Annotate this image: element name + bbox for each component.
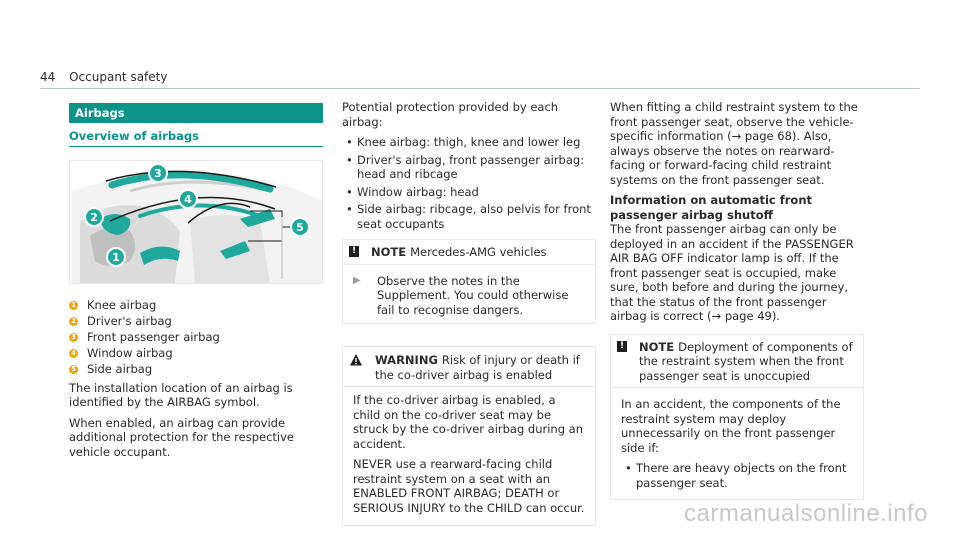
callout-1 [107, 248, 125, 266]
legend-item [69, 298, 323, 314]
note-box-amg [342, 239, 596, 324]
chapter-title: Occupant safety [69, 70, 168, 84]
warning-body [343, 387, 595, 525]
legend-label: Window airbag [87, 346, 173, 361]
note-body [611, 387, 863, 499]
page-header [40, 70, 167, 85]
note-header [343, 240, 595, 264]
note-list [621, 461, 853, 490]
callout-2 [85, 208, 103, 226]
list-item: • There are heavy objects on the front passenger seat. [621, 461, 853, 490]
note-title: NOTE [371, 245, 407, 259]
legend-label: Knee airbag [87, 298, 157, 313]
legend-item [69, 330, 323, 346]
callout-4-label: 4 [184, 192, 192, 206]
protection-paragraph: When enabled, an airbag can provide additional protection for the respective vehicle occupant. [69, 415, 294, 459]
protection-list [342, 135, 596, 231]
legend-label: Front passenger airbag [87, 330, 220, 345]
warning-paragraph: If the co-driver airbag is enabled, a child on the co-driver seat may be struck by the co-driver airbag during an accident. [353, 393, 584, 451]
protection-intro: Potential protection provided by each airbag: [342, 100, 559, 129]
warning-paragraph: NEVER use a rearward-facing child restraint system on a seat with an ENABLED FRONT AIRBAG; DEATH or SERIOUS INJURY to the CHILD can occur. [353, 457, 585, 515]
exclamation-icon: ! [349, 246, 359, 257]
subheading: Overview of airbags [69, 129, 199, 143]
header-divider [40, 88, 920, 89]
legend-number: 4 [69, 349, 78, 358]
exclamation-icon: ! [617, 341, 627, 352]
callout-3-label: 3 [154, 166, 162, 180]
airbag-legend [69, 298, 323, 378]
watermark: carmanualsonline.info [684, 499, 928, 527]
page-number: 44 [40, 70, 56, 84]
callout-2-label: 2 [90, 210, 98, 224]
installation-paragraph: The installation location of an airbag is identified by the AIRBAG symbol. [69, 380, 293, 409]
info-heading: Information on automatic front passenger airbag shutoff [610, 193, 813, 222]
list-item: • Window airbag: head [342, 185, 596, 200]
shutoff-paragraph: The front passenger airbag can only be deployed in an accident if the PASSENGER AIR BAG OFF indicator lamp is off. If the front passenger seat is occupied, make sure, both before and during the journey, that the status of the front passenger airbag is correct (→ page 49). [610, 222, 854, 323]
legend-number: 1 [69, 301, 78, 310]
note-title: NOTE [639, 339, 675, 354]
child-restraint-paragraph: When fitting a child restraint system to the front passenger seat, observe the vehicle-specific information (→ page 68). Also, always observe the notes on rearward-facing or forward-facing child restraint systems on the front passenger seat. [610, 100, 858, 187]
warning-triangle-icon [349, 353, 363, 367]
warning-box [342, 346, 596, 526]
legend-number: 5 [69, 365, 78, 374]
note-box-deployment [610, 334, 864, 501]
column-right [610, 100, 864, 500]
airbag-illustration [69, 160, 323, 284]
note-body [343, 264, 595, 324]
section-title: Airbags [69, 103, 323, 123]
legend-item [69, 346, 323, 362]
list-item: • Knee airbag: thigh, knee and lower leg [342, 135, 596, 150]
warning-subject: Risk of injury or death if the co-driver airbag is enabled [375, 353, 580, 382]
legend-item [69, 362, 323, 378]
note-subject: Mercedes-AMG vehicles [410, 245, 547, 259]
arrow-right-icon: ▶ [353, 274, 361, 286]
warning-header [343, 347, 595, 387]
callout-5-label: 5 [296, 220, 304, 234]
legend-label: Side airbag [87, 362, 153, 377]
legend-number: 2 [69, 317, 78, 326]
legend-label: Driver's airbag [87, 314, 172, 329]
legend-number: 3 [69, 333, 78, 342]
callout-4 [179, 190, 197, 208]
note-paragraph: In an accident, the components of the restraint system may deploy unnecessarily on the front passenger side if: [621, 397, 841, 455]
callout-3 [149, 164, 167, 182]
note-subject: Deployment of components of the restraint system when the front passenger seat is unoccupied [639, 339, 853, 383]
list-item: • Side airbag: ribcage, also pelvis for front seat occupants [342, 202, 596, 231]
legend-item [69, 314, 323, 330]
list-item: • Driver's airbag, front passenger airbag: head and ribcage [342, 153, 596, 182]
callout-5 [291, 218, 309, 236]
note-header [611, 335, 863, 388]
warning-title: WARNING [375, 353, 438, 367]
column-left [69, 100, 323, 465]
callout-1-label: 1 [112, 250, 120, 264]
subheading-rule [69, 146, 323, 147]
car-interior-drawing [70, 161, 323, 283]
note-instruction: Observe the notes in the Supplement. You could otherwise fail to recognise dangers. [377, 273, 569, 317]
column-middle [342, 100, 596, 526]
